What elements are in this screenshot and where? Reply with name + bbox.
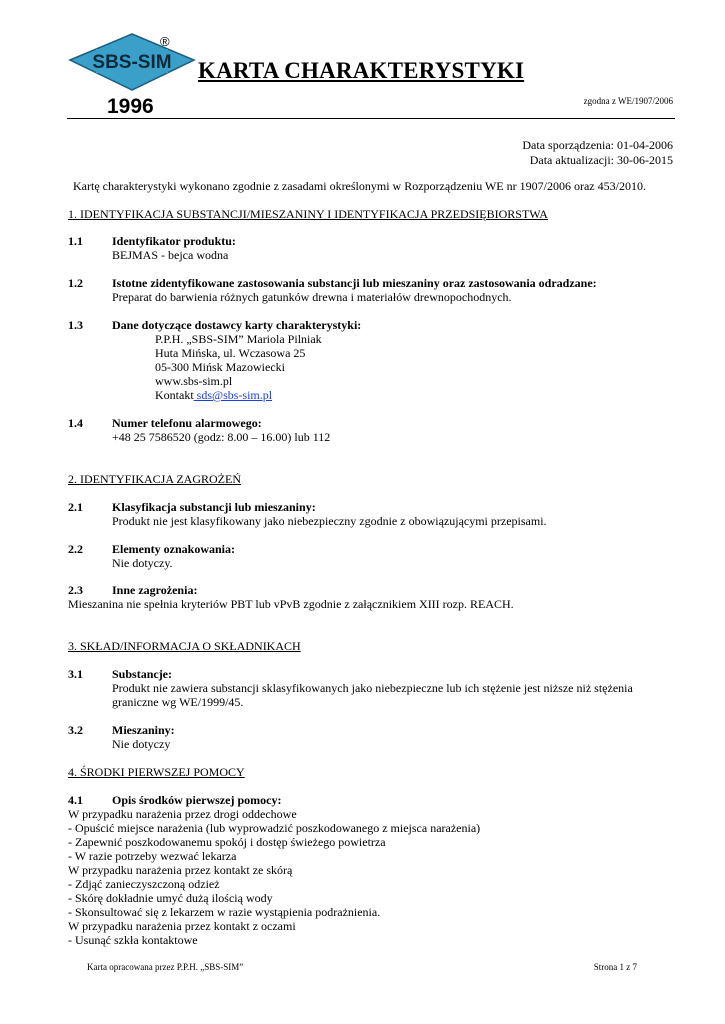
document-title: KARTA CHARAKTERYSTYKI xyxy=(198,58,525,83)
contact-label: Kontakt xyxy=(155,388,194,402)
first-aid-line: - Zdjąć zanieczyszczoną odzież xyxy=(68,877,220,891)
footer-page-number: Strona 1 z 7 xyxy=(593,962,637,972)
header-divider xyxy=(67,118,675,119)
dates-block xyxy=(522,138,673,168)
logo-year: 1996 xyxy=(107,95,154,118)
compliance-note: zgodna z WE/1907/2006 xyxy=(583,96,673,106)
contact-email-link[interactable]: sds@sbs-sim.pl xyxy=(193,388,273,402)
registered-mark: ® xyxy=(160,34,170,49)
s32-label: Mieszaniny: xyxy=(112,723,175,737)
supplier-street: Huta Mińska, ul. Wczasowa 25 xyxy=(155,346,306,360)
s31-number: 3.1 xyxy=(68,667,83,681)
s13-label: Dane dotyczące dostawcy karty charakterystyki: xyxy=(112,318,362,332)
first-aid-line: - Opuścić miejsce narażenia (lub wyprowadzić poszkodowanego z miejsca narażenia) xyxy=(68,821,481,835)
supplier-website: www.sbs-sim.pl xyxy=(155,374,233,388)
supplier-contact xyxy=(155,388,272,402)
s21-label: Klasyfikacja substancji lub mieszaniny: xyxy=(112,500,316,514)
footer-author: Karta opracowana przez P.P.H. „SBS-SIM” xyxy=(87,962,244,972)
supplier-city: 05-300 Mińsk Mazowiecki xyxy=(155,360,285,374)
date-updated: Data aktualizacji: 30-06-2015 xyxy=(529,153,673,167)
s21-number: 2.1 xyxy=(68,500,83,514)
first-aid-list xyxy=(68,807,480,947)
s23-label: Inne zagrożenia: xyxy=(112,583,198,597)
s31-text-line1: Produkt nie zawiera substancji sklasyfikowanych jako niebezpieczne lub ich stężenie jest niższe niż stężenia xyxy=(112,681,633,695)
s12-label: Istotne zidentyfikowane zastosowania substancji lub mieszaniny oraz zastosowania odradzane: xyxy=(112,276,597,290)
s41-number: 4.1 xyxy=(68,793,83,807)
s22-text: Nie dotyczy. xyxy=(112,556,173,570)
s31-label: Substancje: xyxy=(112,667,173,681)
first-aid-line: - W razie potrzeby wezwać lekarza xyxy=(68,849,237,863)
s14-number: 1.4 xyxy=(68,416,83,430)
s11-label: Identyfikator produktu: xyxy=(112,234,236,248)
s22-label: Elementy oznakowania: xyxy=(112,542,235,556)
first-aid-line: - Skonsultować się z lekarzem w razie wystąpienia podrażnienia. xyxy=(68,905,381,919)
supplier-company: P.P.H. „SBS-SIM” Mariola Pilniak xyxy=(155,332,322,346)
s22-number: 2.2 xyxy=(68,542,83,556)
section-3-heading: 3. SKŁAD/INFORMACJA O SKŁADNIKACH xyxy=(68,639,301,653)
s21-text: Produkt nie jest klasyfikowany jako niebezpieczny zgodnie z obowiązującymi przepisami. xyxy=(112,514,547,528)
logo-diamond-icon xyxy=(66,30,206,100)
s14-label: Numer telefonu alarmowego: xyxy=(112,416,262,430)
first-aid-line: - Zapewnić poszkodowanemu spokój i dostęp świeżego powietrza xyxy=(68,835,386,849)
s32-number: 3.2 xyxy=(68,723,83,737)
date-prepared: Data sporządzenia: 01-04-2006 xyxy=(522,138,673,152)
section-1-heading: 1. IDENTYFIKACJA SUBSTANCJI/MIESZANINY I IDENTYFIKACJA PRZEDSIĘBIORSTWA xyxy=(68,207,548,221)
first-aid-line: W przypadku narażenia przez kontakt ze skórą xyxy=(68,863,293,877)
first-aid-line: W przypadku narażenia przez kontakt z oczami xyxy=(68,919,296,933)
s41-label: Opis środków pierwszej pomocy: xyxy=(112,793,282,807)
first-aid-line: - Skórę dokładnie umyć dużą ilością wody xyxy=(68,891,273,905)
s31-text-line2: graniczne wg WE/1999/45. xyxy=(112,695,244,709)
section-4-heading: 4. ŚRODKI PIERWSZEJ POMOCY xyxy=(68,765,245,779)
s32-text: Nie dotyczy xyxy=(112,737,171,751)
first-aid-line: W przypadku narażenia przez drogi oddechowe xyxy=(68,807,297,821)
s12-number: 1.2 xyxy=(68,276,83,290)
logo-brand: SBS-SIM xyxy=(92,52,172,73)
intro-text: Kartę charakterystyki wykonano zgodnie z zasadami określonymi w Rozporządzeniu WE nr 1907/2006 oraz 453/2010. xyxy=(73,179,646,193)
s13-number: 1.3 xyxy=(68,318,83,332)
s23-text: Mieszanina nie spełnia kryteriów PBT lub vPvB zgodnie z załącznikiem XIII rozp. REACH. xyxy=(68,597,514,611)
s14-text: +48 25 7586520 (godz: 8.00 – 16.00) lub 112 xyxy=(112,430,331,444)
first-aid-line: - Usunąć szkła kontaktowe xyxy=(68,933,198,947)
s12-text: Preparat do barwienia różnych gatunków drewna i materiałów drewnopochodnych. xyxy=(112,290,512,304)
s23-number: 2.3 xyxy=(68,583,83,597)
s11-text: BEJMAS - bejca wodna xyxy=(112,248,229,262)
section-2-heading: 2. IDENTYFIKACJA ZAGROŻEŃ xyxy=(68,472,241,486)
s11-number: 1.1 xyxy=(68,234,83,248)
